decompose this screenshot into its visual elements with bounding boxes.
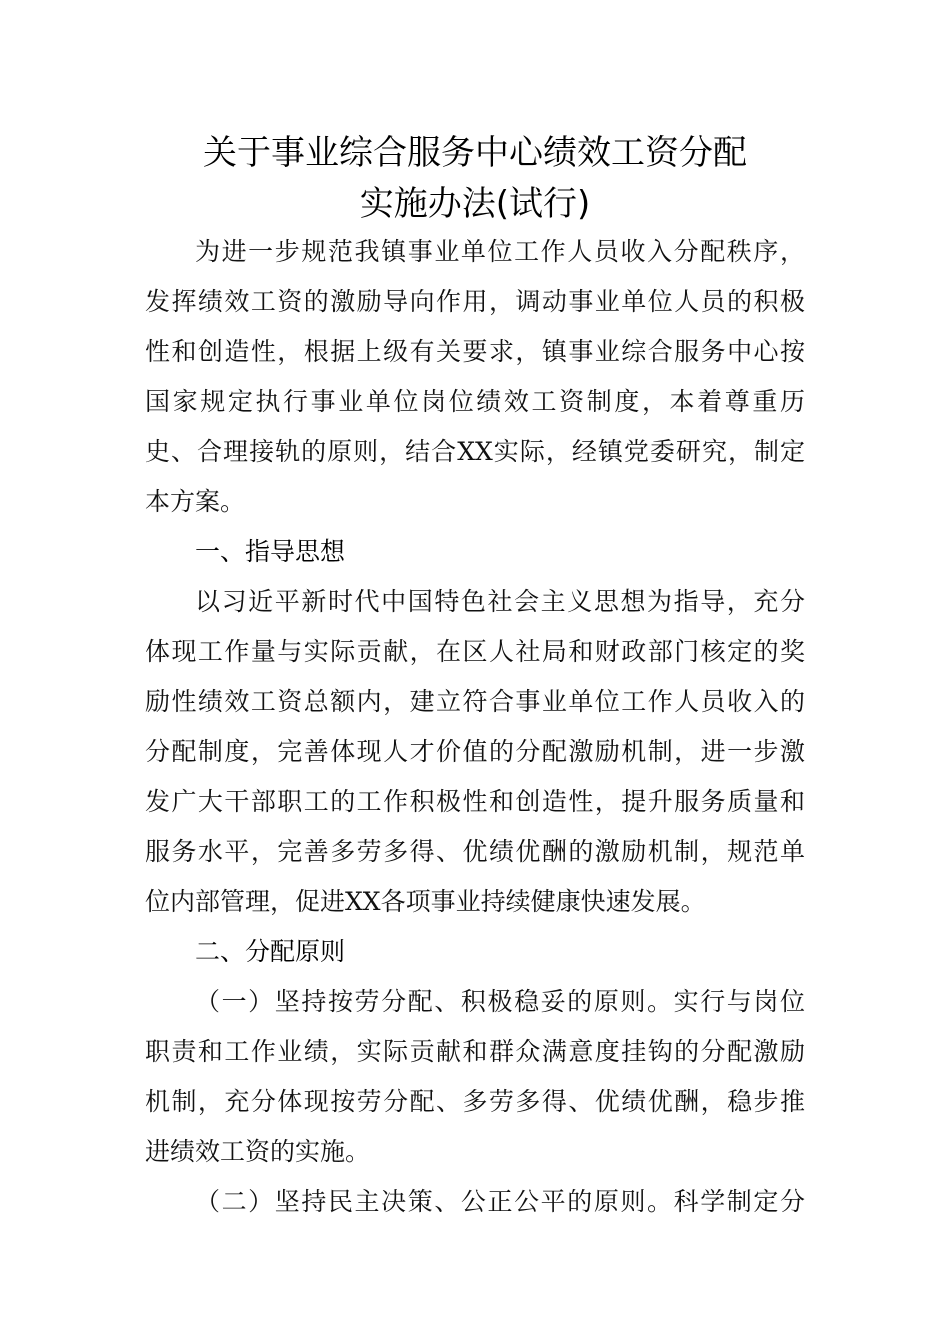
section-2-item-2-line-1: （二）坚持民主决策、公正公平的原则。科学制定分: [195, 1187, 805, 1216]
section-1-line-3: 励性绩效工资总额内，建立符合事业单位工作人员收入的: [145, 687, 805, 716]
section-2-item-1-line-2: 职责和工作业绩，实际贡献和群众满意度挂钩的分配激励: [145, 1037, 805, 1066]
intro-line-1: 为进一步规范我镇事业单位工作人员收入分配秩序，: [195, 237, 805, 266]
section-2-item-1-line-3: 机制，充分体现按劳分配、多劳多得、优绩优酬，稳步推: [145, 1087, 805, 1116]
section-2-item-1-line-1: （一）坚持按劳分配、积极稳妥的原则。实行与岗位: [195, 987, 805, 1016]
section-1-line-2: 体现工作量与实际贡献，在区人社局和财政部门核定的奖: [145, 637, 805, 666]
intro-line-6: 本方案。: [145, 487, 246, 516]
section-2-item-1-line-4: 进绩效工资的实施。: [145, 1137, 371, 1166]
document-title-line-2: 实施办法(试行): [359, 184, 591, 224]
intro-line-2: 发挥绩效工资的激励导向作用，调动事业单位人员的积极: [145, 287, 805, 316]
intro-line-4: 国家规定执行事业单位岗位绩效工资制度，本着尊重历: [145, 387, 805, 416]
intro-line-3: 性和创造性，根据上级有关要求，镇事业综合服务中心按: [145, 337, 805, 366]
section-1-line-7: 位内部管理，促进XX各项事业持续健康快速发展。: [145, 887, 706, 916]
section-1-line-4: 分配制度，完善体现人才价值的分配激励机制，进一步激: [145, 737, 805, 766]
document-title-line-1: 关于事业综合服务中心绩效工资分配: [203, 133, 747, 173]
section-1-line-6: 服务水平，完善多劳多得、优绩优酬的激励机制，规范单: [145, 837, 805, 866]
section-2-heading: 二、分配原则: [195, 937, 346, 966]
section-1-heading: 一、指导思想: [195, 537, 346, 566]
section-1-line-5: 发广大干部职工的工作积极性和创造性，提升服务质量和: [145, 787, 805, 816]
section-1-line-1: 以习近平新时代中国特色社会主义思想为指导，充分: [195, 587, 805, 616]
intro-line-5: 史、合理接轨的原则，结合XX实际，经镇党委研究，制定: [145, 437, 805, 466]
